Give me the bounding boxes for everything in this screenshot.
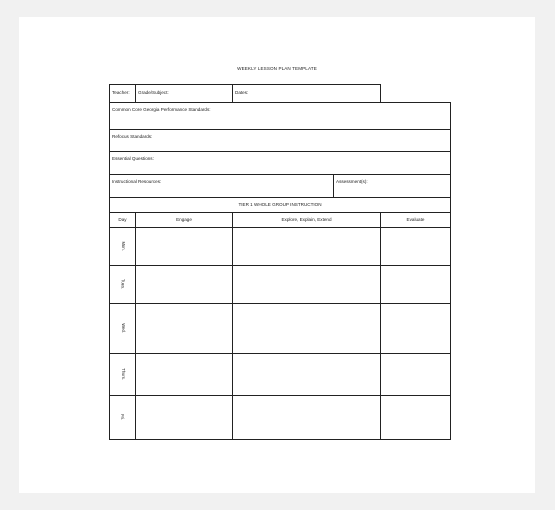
engage-cell[interactable] — [136, 396, 233, 440]
day-row-fri — [110, 396, 451, 440]
grade-subject-field[interactable] — [136, 85, 233, 103]
explore-cell[interactable] — [233, 396, 381, 440]
instructional-resources-field[interactable] — [110, 175, 334, 198]
day-row-thurs — [110, 354, 451, 396]
day-label: Mon. — [120, 241, 126, 251]
engage-cell[interactable] — [136, 354, 233, 396]
day-row-mon — [110, 228, 451, 266]
essential-questions-row — [110, 152, 451, 175]
day-row-tues — [110, 266, 451, 304]
common-core-row — [110, 103, 451, 130]
dates-field[interactable] — [233, 85, 381, 103]
engage-cell[interactable] — [136, 228, 233, 266]
evaluate-cell[interactable] — [381, 228, 451, 266]
day-label-cell — [110, 354, 136, 396]
day-row-wed — [110, 304, 451, 354]
essential-questions-label: Essential Questions: — [112, 156, 154, 161]
column-header-engage: Engage — [136, 213, 233, 228]
assessments-label: Assessment(s): — [336, 179, 368, 184]
refocus-field[interactable] — [110, 130, 451, 152]
section-heading: TIER 1 WHOLE GROUP INSTRUCTION — [110, 198, 451, 213]
dates-label: Dates: — [235, 90, 249, 96]
explore-cell[interactable] — [233, 304, 381, 354]
day-label-cell — [110, 266, 136, 304]
grade-subject-label: Grade/Subject: — [138, 90, 169, 96]
day-label-cell — [110, 304, 136, 354]
explore-cell[interactable] — [233, 228, 381, 266]
refocus-row — [110, 130, 451, 152]
teacher-field[interactable] — [110, 85, 136, 103]
document-page — [19, 17, 535, 493]
column-header-row — [110, 213, 451, 228]
evaluate-cell[interactable] — [381, 354, 451, 396]
day-label-cell — [110, 396, 136, 440]
document-title: WEEKLY LESSON PLAN TEMPLATE — [237, 66, 317, 71]
section-heading-row — [110, 198, 451, 213]
common-core-label: Common Core Georgia Performance Standards: — [112, 107, 211, 112]
resources-row — [110, 175, 451, 198]
column-header-explore: Explore, Explain, Extend — [233, 213, 381, 228]
evaluate-cell[interactable] — [381, 266, 451, 304]
instructional-resources-label: Instructional Resources: — [112, 179, 162, 184]
engage-cell[interactable] — [136, 266, 233, 304]
engage-cell[interactable] — [136, 304, 233, 354]
teacher-label: Teacher: — [112, 90, 130, 96]
column-header-evaluate: Evaluate — [381, 213, 451, 228]
explore-cell[interactable] — [233, 354, 381, 396]
header-info-row — [110, 85, 451, 103]
evaluate-cell[interactable] — [381, 304, 451, 354]
day-label-cell — [110, 228, 136, 266]
assessments-field[interactable] — [334, 175, 451, 198]
evaluate-cell[interactable] — [381, 396, 451, 440]
day-label: Tues. — [120, 279, 126, 290]
day-label: Thurs. — [120, 368, 126, 381]
column-header-day: Day — [110, 213, 136, 228]
refocus-label: Refocus Standards: — [112, 134, 153, 139]
essential-questions-field[interactable] — [110, 152, 451, 175]
explore-cell[interactable] — [233, 266, 381, 304]
lesson-plan-table — [109, 84, 451, 440]
day-label: Fri. — [120, 414, 126, 421]
day-label: Wed. — [120, 323, 126, 334]
common-core-field[interactable] — [110, 103, 451, 130]
